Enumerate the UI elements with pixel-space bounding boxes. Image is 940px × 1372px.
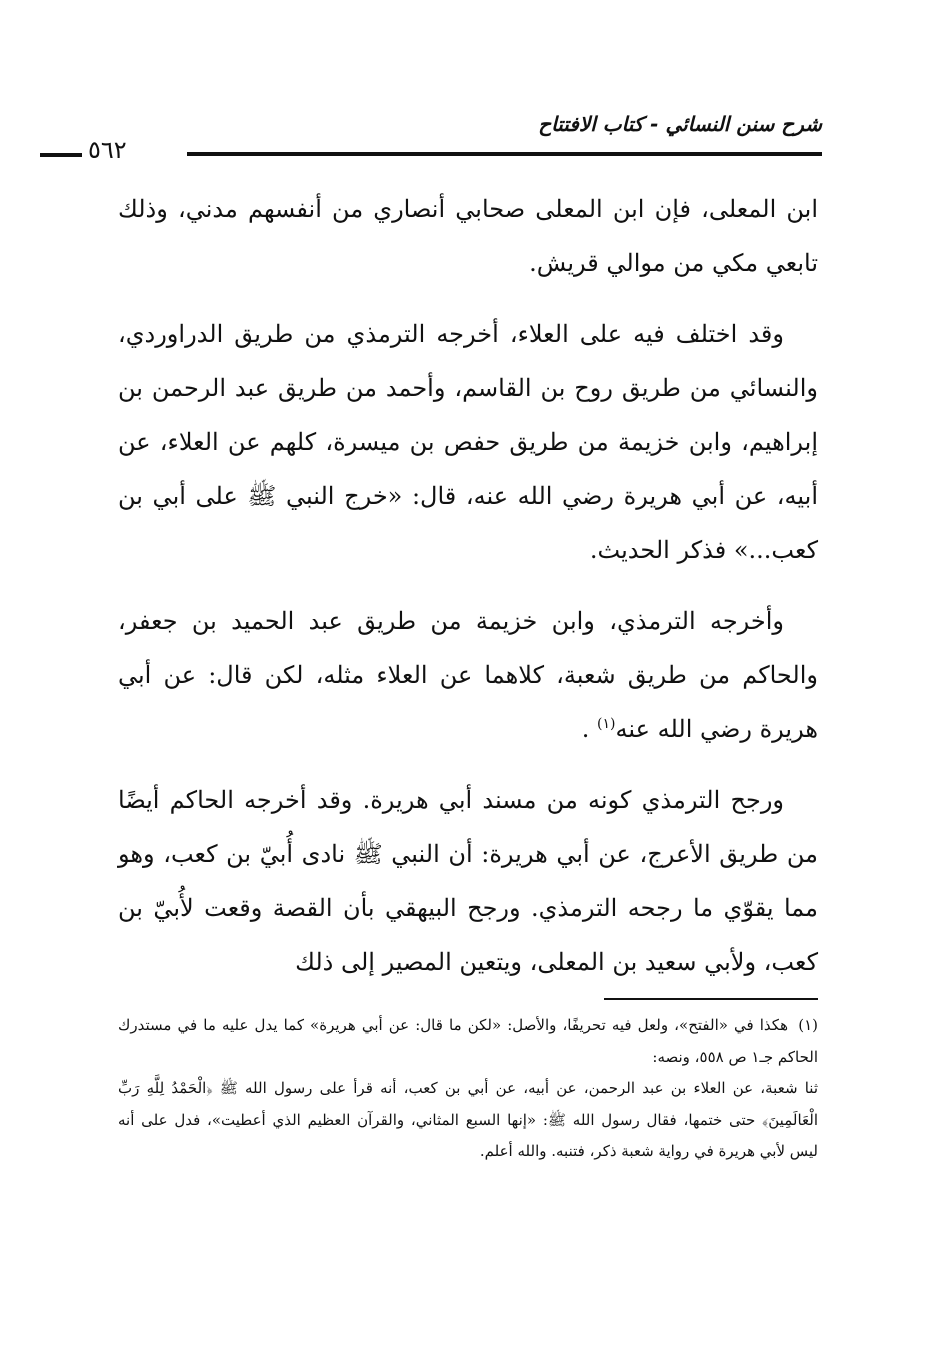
header-rule xyxy=(187,152,822,156)
paragraph-3-text: وأخرجه الترمذي، وابن خزيمة من طريق عبد الحميد بن جعفر، والحاكم من طريق شعبة، كلاهما عن العلاء مثله، لكن قال: عن أبي هريرة رضي الله عنه xyxy=(118,607,818,743)
paragraph-1: ابن المعلى، فإن ابن المعلى صحابي أنصاري من أنفسهم مدني، وذلك تابعي مكي من موالي قريش. xyxy=(118,195,818,277)
footnote-line-1: هكذا في «الفتح»، ولعل فيه تحريفًا، والأصل: «لكن ما قال: عن أبي هريرة» كما يدل عليه ما في مستدرك الحاكم جـ١ ص ٥٥٨، ونصه: xyxy=(118,1016,818,1066)
main-text xyxy=(118,182,818,1006)
page-number-dash xyxy=(40,153,82,157)
footnote-1-continued: ثنا شعبة، عن العلاء بن عبد الرحمن، عن أبيه، عن أبي بن كعب، أنه قرأ على رسول الله ﷺ ﴿الْحَمْدُ لِلَّهِ رَبِّ الْعَالَمِينَ﴾ حتى ختمها، فقال رسول الله ﷺ: «إنها السبع المثاني، والقرآن العظيم الذي أعطيت»، فدل على أنه ليس لأبي هريرة في رواية شعبة ذكر، فتنبه. والله أعلم. xyxy=(118,1079,818,1160)
paragraph-3 xyxy=(118,594,818,756)
footnote-reference[interactable]: (١) xyxy=(597,716,616,732)
footnote-1 xyxy=(118,1010,818,1073)
paragraph-4: ورجح الترمذي كونه من مسند أبي هريرة. وقد أخرجه الحاكم أيضًا من طريق الأعرج، عن أبي هريرة: أن النبي ﷺ نادى أُبيّ بن كعب، وهو مما يقوّي ما رجحه الترمذي. ورجح البيهقي بأن القصة وقعت لأُبيّ بن كعب، ولأبي سعيد بن المعلى، ويتعين المصير إلى ذلك xyxy=(118,786,818,976)
page-number: ٥٦٢ xyxy=(88,136,127,164)
running-header xyxy=(118,112,822,162)
paragraph-2: وقد اختلف فيه على العلاء، أخرجه الترمذي من طريق الدراوردي، والنسائي من طريق روح بن القاسم، وأحمد من طريق عبد الرحمن بن إبراهيم، وابن خزيمة من طريق حفص بن ميسرة، كلهم عن العلاء، عن أبيه، عن أبي هريرة رضي الله عنه، قال: «خرج النبي ﷺ على أبي بن كعب...» فذكر الحديث. xyxy=(118,320,819,564)
header-title: شرح سنن النسائي - كتاب الافتتاح xyxy=(538,112,822,136)
paragraph-3-end: . xyxy=(581,715,598,743)
footnote-number: (١) xyxy=(798,1016,818,1034)
footnote-separator xyxy=(604,998,818,1000)
footnotes xyxy=(118,1010,818,1168)
